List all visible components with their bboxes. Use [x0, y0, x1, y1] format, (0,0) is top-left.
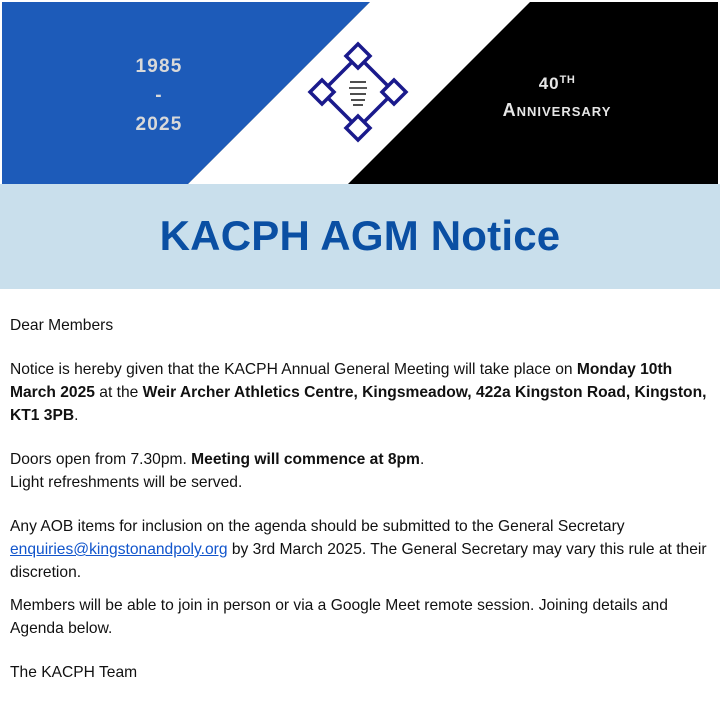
- commence-time: Meeting will commence at 8pm: [191, 451, 420, 468]
- anniversary-label: [442, 68, 672, 124]
- signoff: The KACPH Team: [10, 664, 138, 681]
- aob-text: Any AOB items for inclusion on the agenda should be submitted to the General Secretary: [10, 518, 625, 535]
- meeting-date: Monday 10th March 2025: [10, 361, 673, 401]
- notice-body: [10, 314, 710, 684]
- page-title: KACPH AGM Notice: [159, 212, 561, 259]
- meeting-venue: Weir Archer Athletics Centre, Kingsmeadow, 422a Kingston Road, Kingston, KT1 3PB: [10, 384, 707, 424]
- anniversary-suffix: TH: [559, 74, 576, 86]
- meeting-text: Notice is hereby given that the KACPH Annual General Meeting will take place on: [10, 361, 577, 378]
- doors-text-end: .: [419, 451, 425, 468]
- meeting-text-end: .: [74, 407, 79, 424]
- doors-text: Doors open from 7.30pm.: [10, 451, 192, 468]
- greeting: Dear Members: [10, 317, 114, 334]
- title-band: [0, 184, 720, 289]
- meeting-paragraph: [10, 358, 710, 427]
- aob-paragraph: [10, 515, 710, 584]
- remote-paragraph: Members will be able to join in person or via a Google Meet remote session. Joining details and Agenda below.: [10, 597, 668, 637]
- doors-paragraph: [10, 448, 710, 494]
- anniversary-years: [114, 52, 204, 139]
- anniversary-banner: [2, 2, 718, 184]
- start-year: 1985: [135, 56, 183, 77]
- anniversary-word: Anniversary: [502, 100, 612, 120]
- secretary-email-link[interactable]: enquiries@kingstonandpoly.org: [10, 541, 228, 558]
- refreshments-text: Light refreshments will be served.: [10, 474, 243, 491]
- end-year: 2025: [135, 114, 183, 135]
- anniversary-number: 40: [538, 74, 560, 93]
- year-separator: -: [155, 85, 163, 106]
- aob-text-end: by 3rd March 2025. The General Secretary may vary this rule at their discretion.: [10, 541, 707, 581]
- meeting-text-at: at the: [94, 384, 143, 401]
